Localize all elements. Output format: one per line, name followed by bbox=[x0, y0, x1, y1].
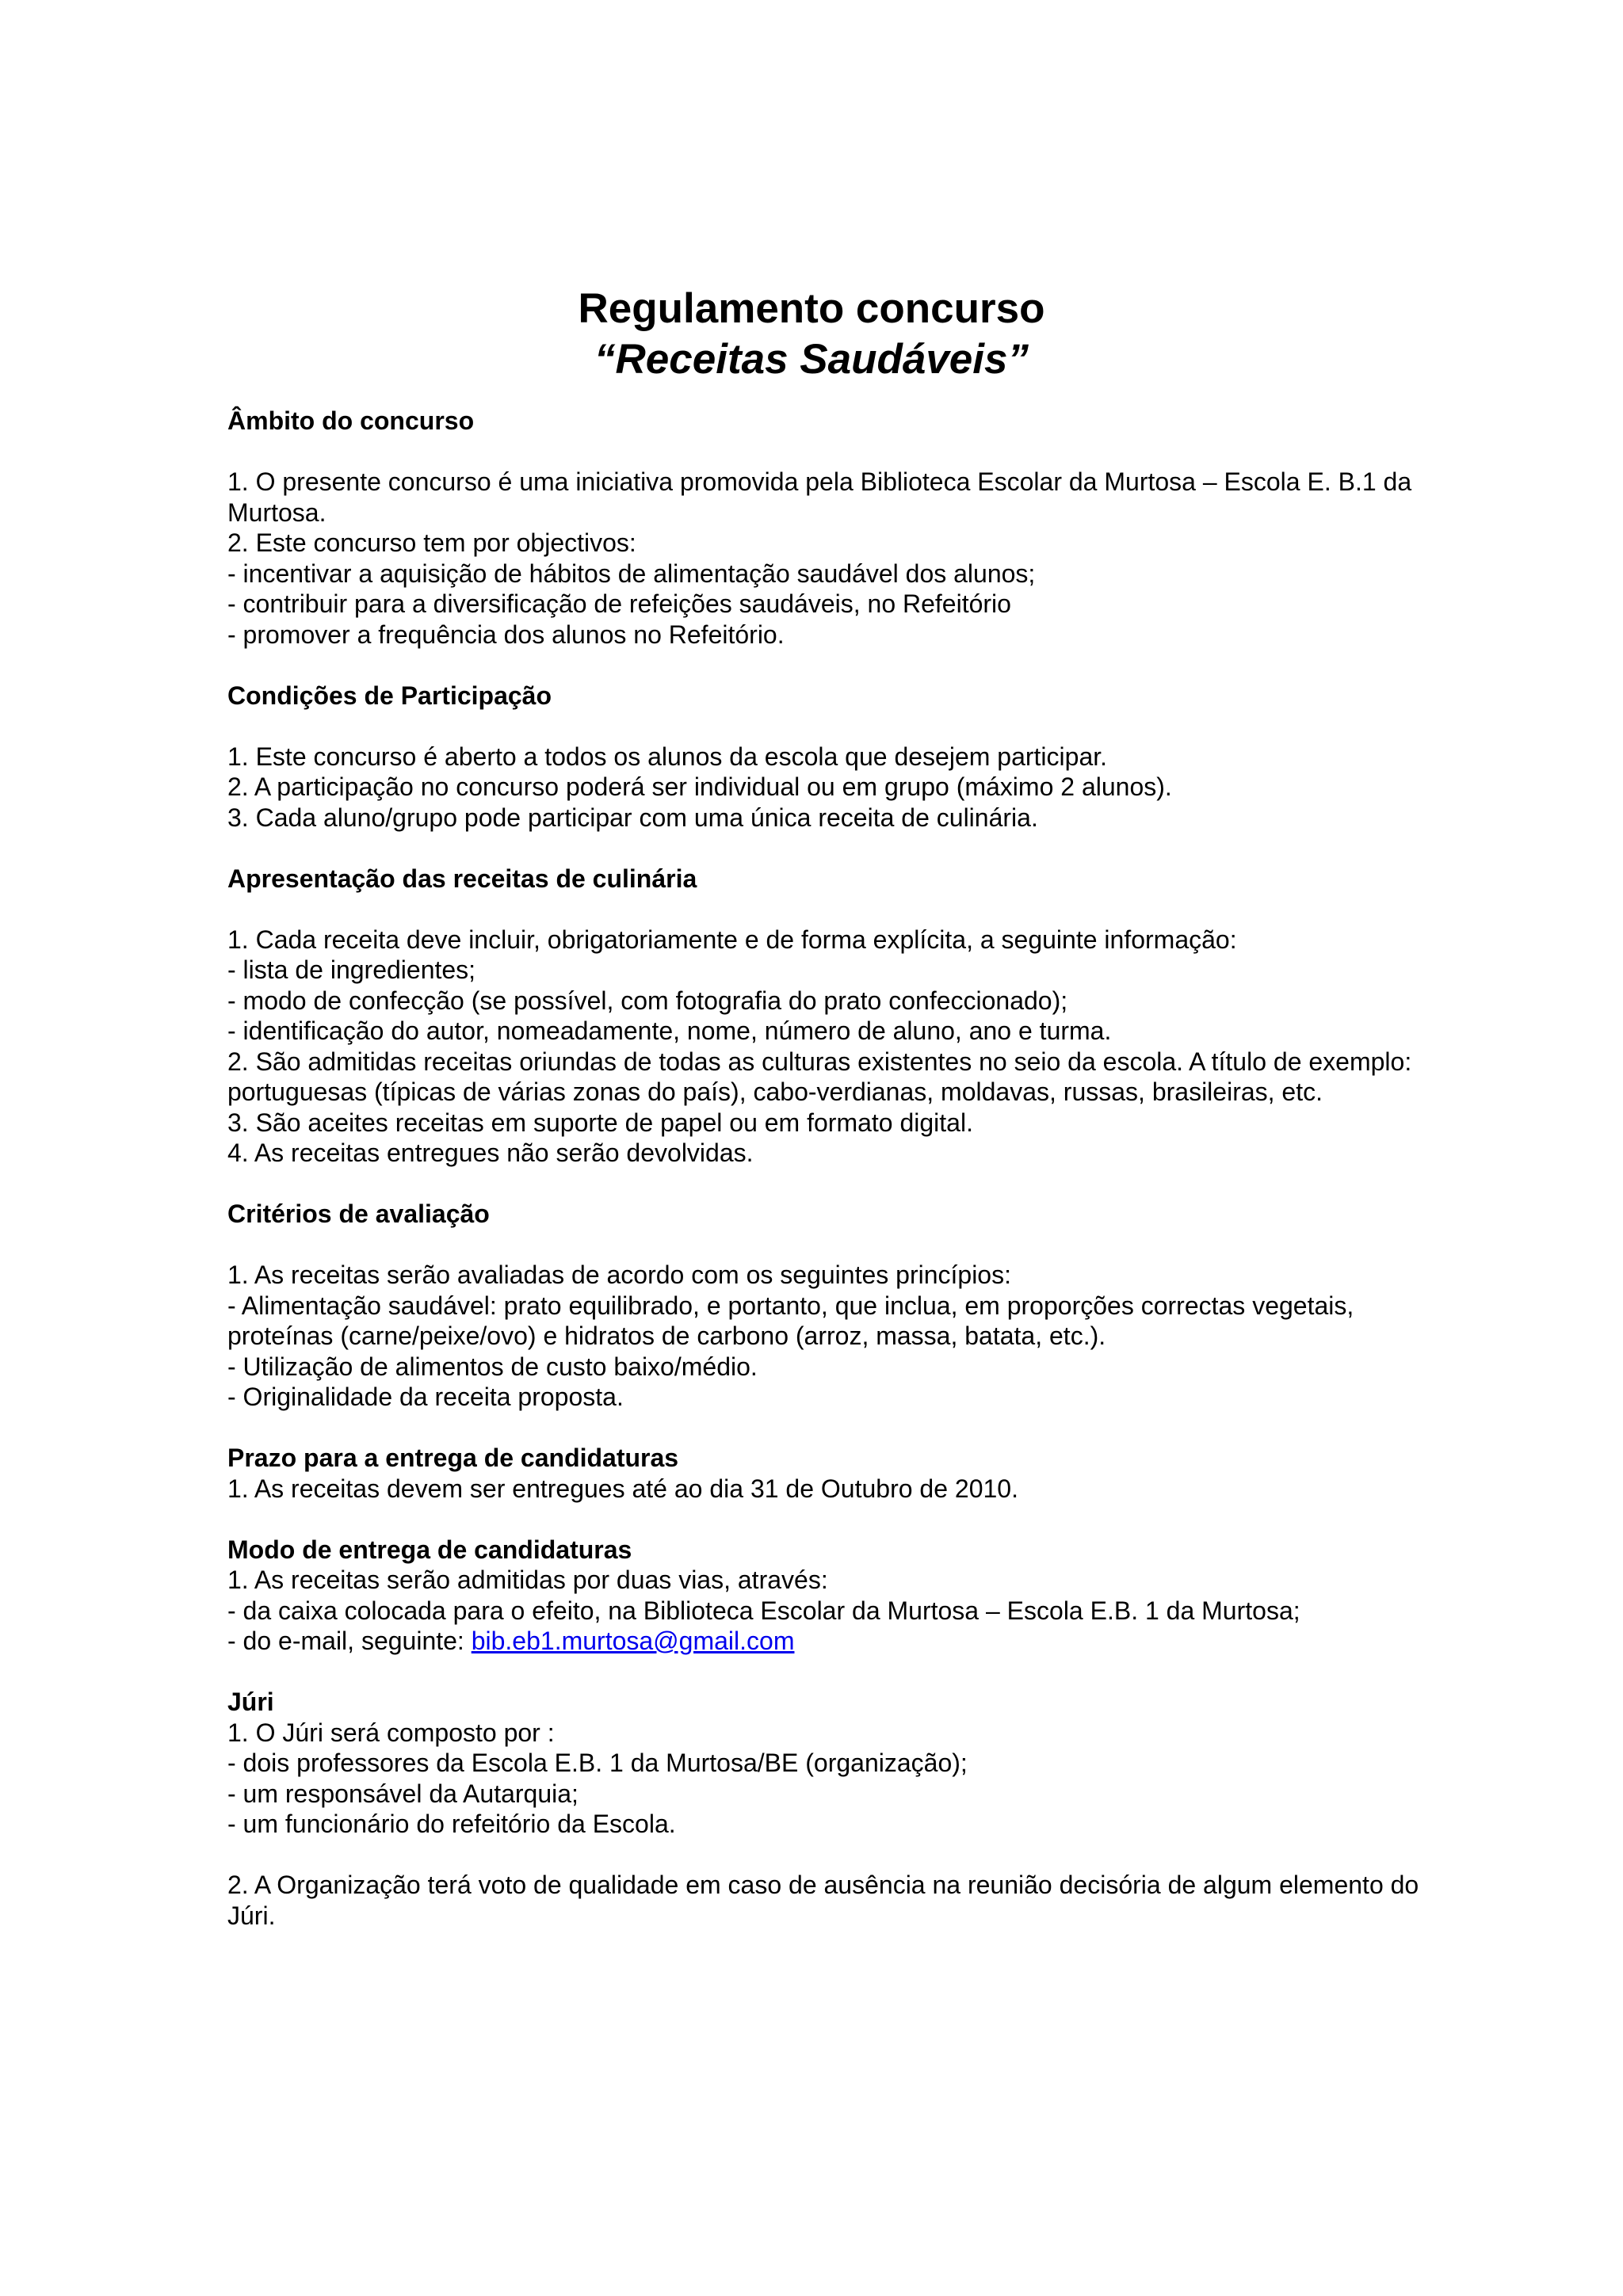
criterios-line: - Originalidade da receita proposta. bbox=[227, 1383, 624, 1411]
ambito-line: 1. O presente concurso é uma iniciativa promovida pela Biblioteca Escolar da Murtosa – Escola E. B.1 da Murtosa. bbox=[227, 467, 1412, 527]
prazo-line: 1. As receitas devem ser entregues até ao dia 31 de Outubro de 2010. bbox=[227, 1474, 1018, 1503]
juri-line: - um responsável da Autarquia; bbox=[227, 1779, 579, 1808]
apresentacao-line: 3. São aceites receitas em suporte de papel ou em formato digital. bbox=[227, 1108, 973, 1137]
condicoes-line: 1. Este concurso é aberto a todos os alunos da escola que desejem participar. bbox=[227, 742, 1108, 771]
apresentacao-line: 2. São admitidas receitas oriundas de todas as culturas existentes no seio da escola. A título de exemplo: bbox=[227, 1047, 1412, 1076]
ambito-line: - incentivar a aquisição de hábitos de alimentação saudável dos alunos; bbox=[227, 559, 1036, 588]
condicoes-line: 2. A participação no concurso poderá ser individual ou em grupo (máximo 2 alunos). bbox=[227, 772, 1172, 801]
title-line-2: “Receitas Saudáveis” bbox=[594, 336, 1029, 383]
modo-line: 1. As receitas serão admitidas por duas vias, através: bbox=[227, 1566, 828, 1594]
criterios-line: - Utilização de alimentos de custo baixo/médio. bbox=[227, 1352, 758, 1381]
section-heading-juri: Júri bbox=[227, 1688, 274, 1716]
section-heading-criterios: Critérios de avaliação bbox=[227, 1199, 490, 1228]
section-heading-condicoes: Condições de Participação bbox=[227, 681, 552, 710]
title-line-1: Regulamento concurso bbox=[578, 285, 1045, 332]
ambito-line: - contribuir para a diversificação de refeições saudáveis, no Refeitório bbox=[227, 589, 1011, 618]
section-heading-prazo: Prazo para a entrega de candidaturas bbox=[227, 1444, 679, 1472]
section-heading-modo: Modo de entrega de candidaturas bbox=[227, 1535, 632, 1564]
juri-line: 1. O Júri será composto por : bbox=[227, 1718, 555, 1747]
ambito-line: 2. Este concurso tem por objectivos: bbox=[227, 528, 636, 557]
modo-line: - da caixa colocada para o efeito, na Biblioteca Escolar da Murtosa – Escola E.B. 1 da Murtosa; bbox=[227, 1596, 1300, 1625]
apresentacao-line: - modo de confecção (se possível, com fotografia do prato confeccionado); bbox=[227, 986, 1068, 1015]
apresentacao-line: portuguesas (típicas de várias zonas do país), cabo-verdianas, moldavas, russas, brasileiras, etc. bbox=[227, 1077, 1323, 1106]
criterios-line: 1. As receitas serão avaliadas de acordo com os seguintes princípios: bbox=[227, 1261, 1011, 1289]
document-title bbox=[0, 284, 1623, 385]
juri-line: - um funcionário do refeitório da Escola. bbox=[227, 1810, 676, 1838]
ambito-line: - promover a frequência dos alunos no Refeitório. bbox=[227, 620, 785, 649]
apresentacao-line: 1. Cada receita deve incluir, obrigatoriamente e de forma explícita, a seguinte informação: bbox=[227, 925, 1237, 954]
criterios-line: - Alimentação saudável: prato equilibrado, e portanto, que inclua, em proporções correctas vegetais, proteínas (carne/peixe/ovo) e hidratos de carbono (arroz, massa, batata, etc.). bbox=[227, 1291, 1354, 1350]
apresentacao-line: 4. As receitas entregues não serão devolvidas. bbox=[227, 1138, 754, 1167]
email-prefix: - do e-mail, seguinte: bbox=[227, 1627, 472, 1655]
apresentacao-line: - lista de ingredientes; bbox=[227, 955, 476, 984]
apresentacao-line: - identificação do autor, nomeadamente, nome, número de aluno, ano e turma. bbox=[227, 1016, 1112, 1045]
juri-line: - dois professores da Escola E.B. 1 da Murtosa/BE (organização); bbox=[227, 1749, 968, 1777]
email-link[interactable]: bib.eb1.murtosa@gmail.com bbox=[471, 1627, 795, 1655]
section-heading-apresentacao: Apresentação das receitas de culinária bbox=[227, 864, 697, 893]
modo-email-line bbox=[227, 1626, 1440, 1657]
section-heading-ambito: Âmbito do concurso bbox=[227, 406, 475, 435]
juri-closing: 2. A Organização terá voto de qualidade em caso de ausência na reunião decisória de algum elemento do Júri. bbox=[227, 1871, 1419, 1930]
document-body bbox=[227, 406, 1440, 1931]
condicoes-line: 3. Cada aluno/grupo pode participar com uma única receita de culinária. bbox=[227, 803, 1038, 832]
